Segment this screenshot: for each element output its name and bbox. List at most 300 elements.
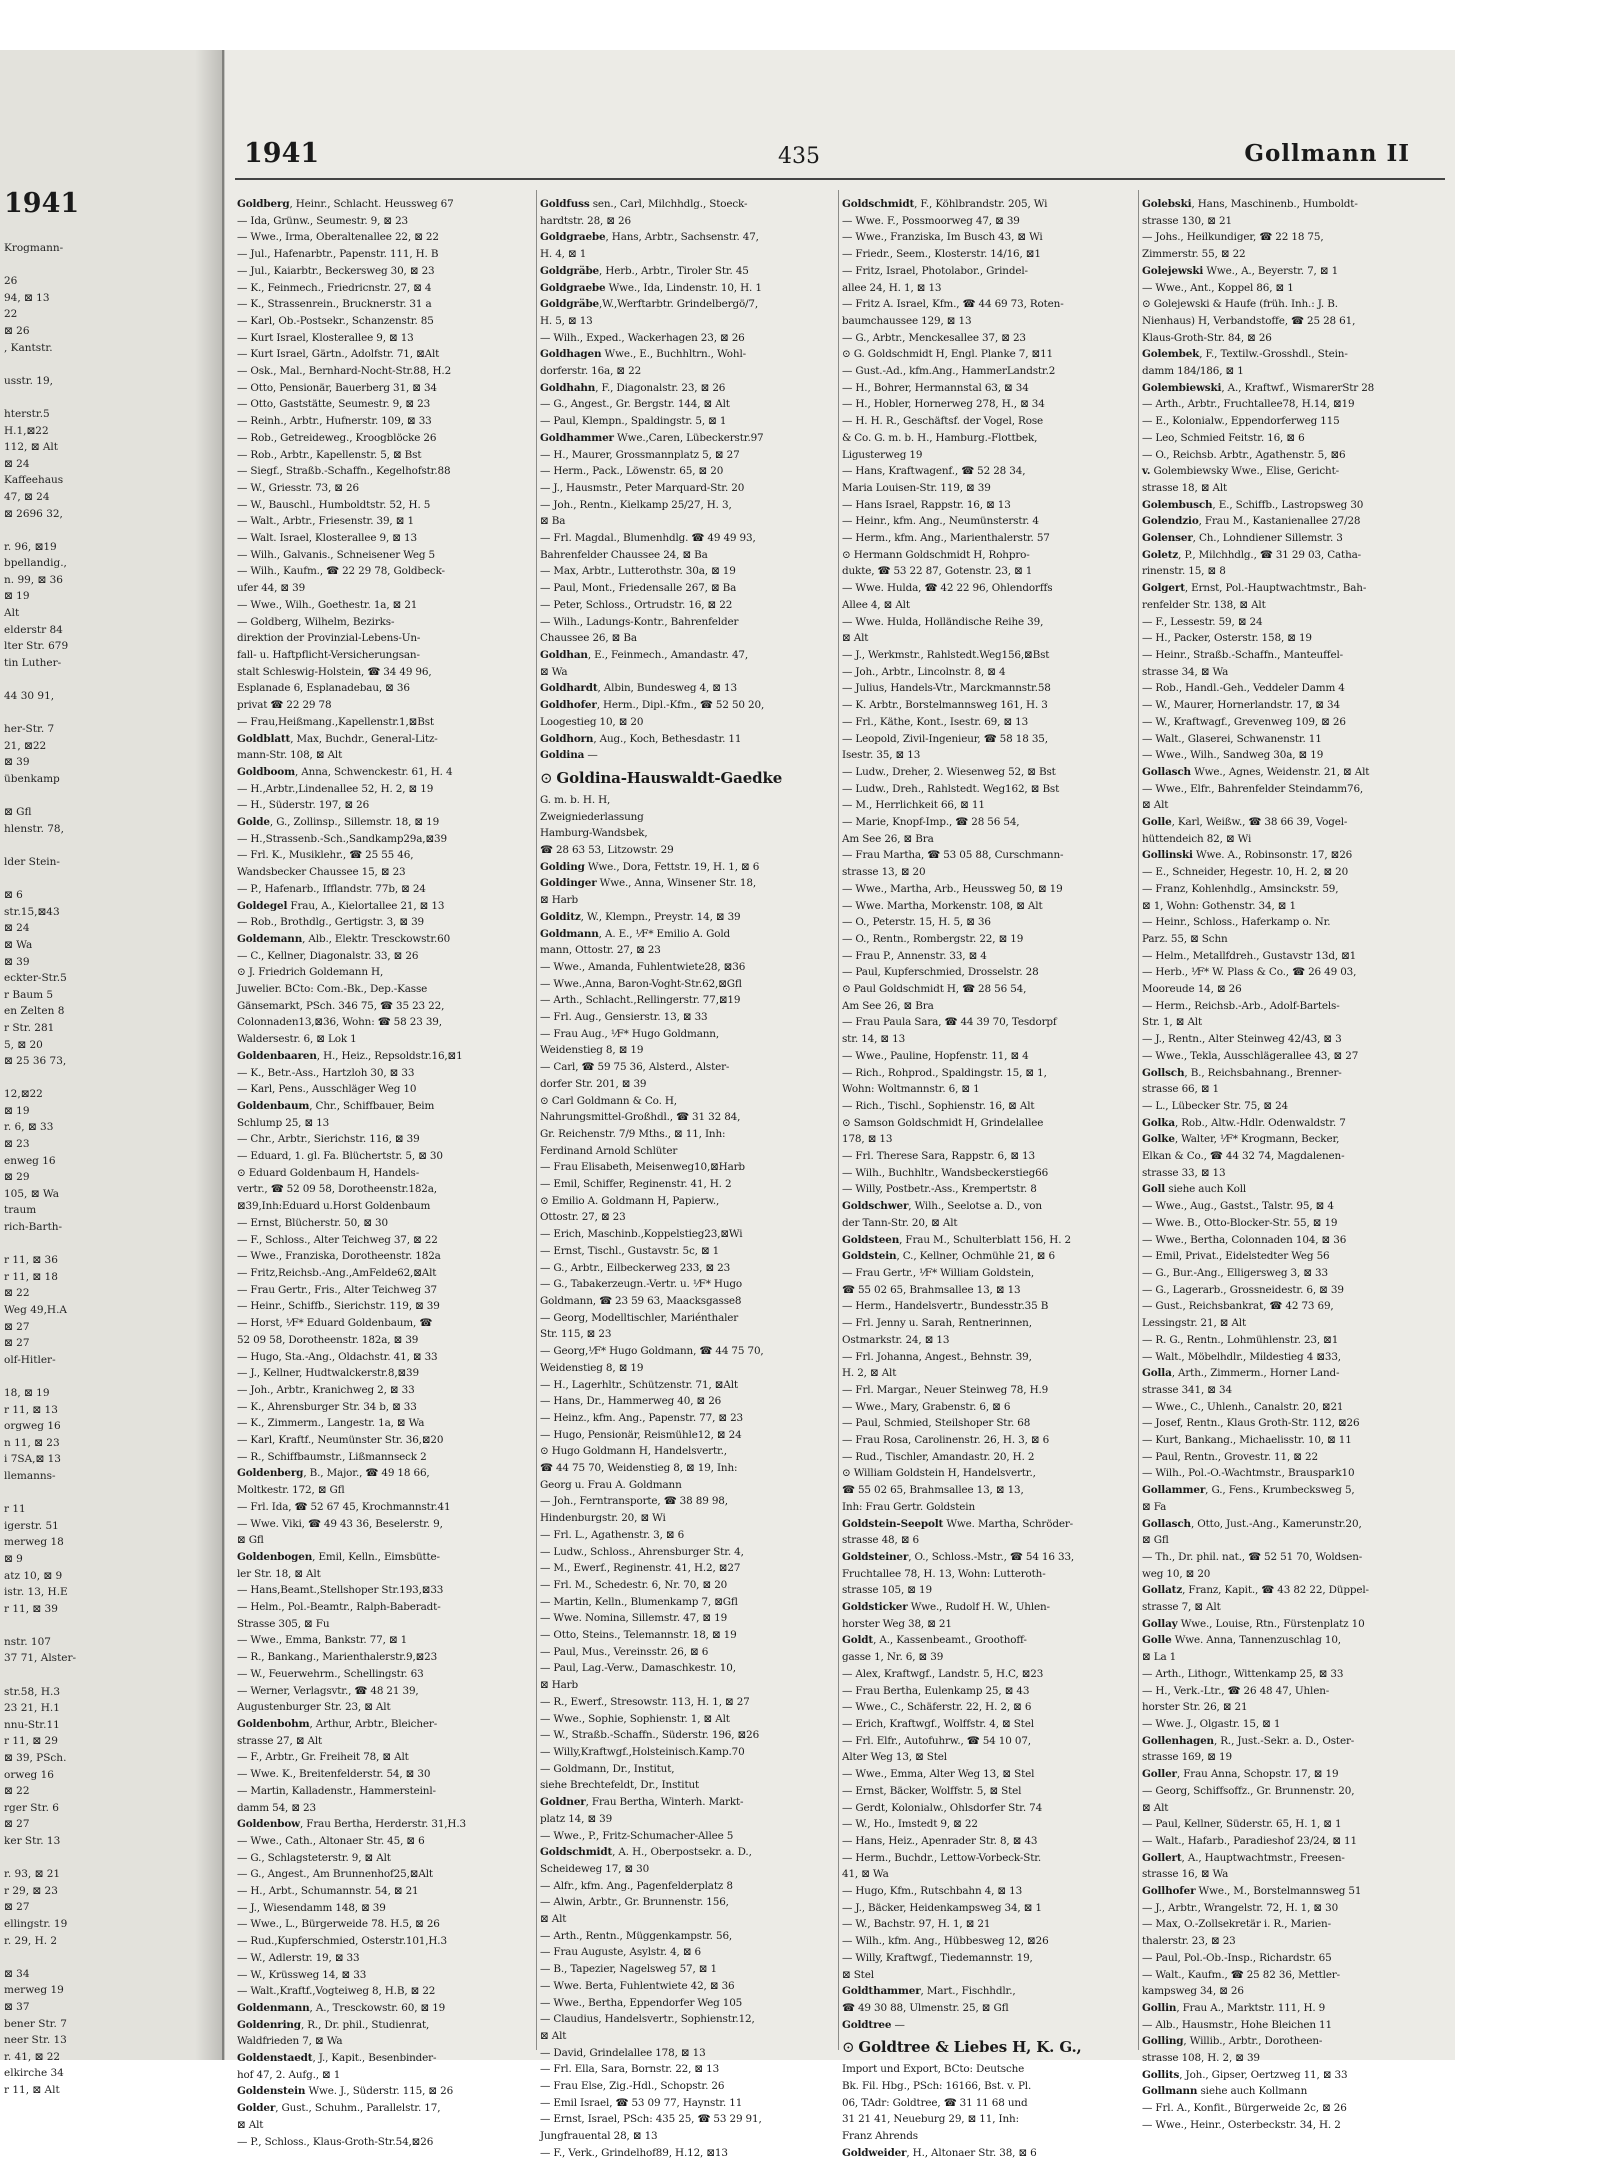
directory-entry: Goldstein-Seepolt Wwe. Martha, Schröder- bbox=[842, 1517, 1074, 1530]
directory-entry: 31 21 41, Neueburg 29, ⊠ 11, Inh: bbox=[842, 2113, 1019, 2126]
directory-entry: — K., Strassenrein., Brucknerstr. 31 a bbox=[237, 298, 432, 311]
directory-entry: Gollits, Joh., Gipser, Oertzweg 11, ⊠ 33 bbox=[1142, 2068, 1348, 2081]
directory-entry: strasse 18, ⊠ Alt bbox=[1142, 481, 1228, 494]
directory-entry: — Walt., Glaserei, Schwanenstr. 11 bbox=[1142, 732, 1322, 745]
directory-entry: Goldner, Frau Bertha, Winterh. Markt- bbox=[540, 1796, 744, 1809]
entry-surname: Golde bbox=[237, 816, 270, 829]
directory-entry: Hamburg-Wandsbek, bbox=[540, 827, 648, 840]
directory-entry: — Emil, Privat., Eidelstedter Weg 56 bbox=[1142, 1250, 1330, 1263]
directory-entry: — Wilh., Exped., Wackerhagen 23, ⊠ 26 bbox=[540, 331, 745, 344]
entry-surname: Golle bbox=[1142, 816, 1172, 829]
directory-entry: — R., Ewerf., Stresowstr. 113, H. 1, ⊠ 27 bbox=[540, 1695, 750, 1708]
directory-entry: — Wwe. K., Breitenfelderstr. 54, ⊠ 30 bbox=[237, 1768, 431, 1781]
directory-entry: — Arth., Rentn., Müggenkampstr. 56, bbox=[540, 1929, 733, 1942]
directory-entry: — Kurt Israel, Klosterallee 9, ⊠ 13 bbox=[237, 331, 414, 344]
directory-entry: — Erich, Kraftwgf., Wolffstr. 4, ⊠ Stel bbox=[842, 1717, 1034, 1730]
directory-entry: H. 5, ⊠ 13 bbox=[540, 314, 593, 327]
directory-entry: ufer 44, ⊠ 39 bbox=[237, 582, 306, 595]
directory-entry: — Paul, Pol.-Ob.-Insp., Richardstr. 65 bbox=[1142, 1951, 1332, 1964]
directory-entry: strasse 169, ⊠ 19 bbox=[1142, 1751, 1232, 1764]
directory-entry: — Frau Martha, ☎ 53 05 88, Curschmann- bbox=[842, 849, 1064, 862]
directory-entry: Bk. Fil. Hbg., PSch: 16166, Bst. v. Pl. bbox=[842, 2080, 1032, 2093]
entry-surname: Goldenberg bbox=[237, 1467, 304, 1480]
directory-entry: — Wwe. Hulda, Holländische Reihe 39, bbox=[842, 615, 1044, 628]
directory-entry: horster Weg 38, ⊠ 21 bbox=[842, 1617, 952, 1630]
circle-mark-icon: ⊙ bbox=[540, 768, 553, 787]
directory-entry: Golle, Karl, Weißw., ☎ 38 66 39, Vogel- bbox=[1142, 816, 1348, 829]
directory-entry: Goldgräbe, Herb., Arbtr., Tiroler Str. 45 bbox=[540, 264, 749, 277]
directory-entry: — Wwe. Martha, Morkenstr. 108, ⊠ Alt bbox=[842, 899, 1043, 912]
entry-surname: Goldhofer bbox=[540, 699, 597, 712]
directory-entry: Goldtree — bbox=[842, 2018, 905, 2031]
directory-entry: Bahrenfelder Chaussee 24, ⊠ Ba bbox=[540, 548, 708, 561]
entry-surname: Gollay bbox=[1142, 1617, 1178, 1630]
directory-entry: — Wwe., Franziska, Dorotheenstr. 182a bbox=[237, 1250, 441, 1263]
directory-entry: Georg u. Frau A. Goldmann bbox=[540, 1478, 682, 1491]
directory-entry: — Herm., Handelsvertr., Bundesstr.35 B bbox=[842, 1300, 1049, 1313]
directory-entry: — Rob., Arbtr., Kapellenstr. 5, ⊠ Bst bbox=[237, 448, 422, 461]
entry-surname: Goldgraebe bbox=[540, 231, 606, 244]
directory-entry: Alter Weg 13, ⊠ Stel bbox=[842, 1751, 947, 1764]
directory-entry: — K., Betr.-Ass., Hartzloh 30, ⊠ 33 bbox=[237, 1066, 415, 1079]
directory-entry: — Hans Israel, Rappstr. 16, ⊠ 13 bbox=[842, 498, 1011, 511]
directory-entry: Fruchtallee 78, H. 13, Wohn: Lutteroth- bbox=[842, 1567, 1046, 1580]
directory-entry: Moltkestr. 172, ⊠ Gfl bbox=[237, 1484, 345, 1497]
directory-entry: — Karl, Kraftf., Neumünster Str. 36,⊠20 bbox=[237, 1434, 444, 1447]
directory-entry: rinenstr. 15, ⊠ 8 bbox=[1142, 565, 1226, 578]
entry-surname: Goldschmidt bbox=[540, 1846, 613, 1859]
directory-entry: — Willy, Kraftwgf., Tiedemannstr. 19, bbox=[842, 1951, 1033, 1964]
directory-entry: Golditz, W., Klempn., Preystr. 14, ⊠ 39 bbox=[540, 910, 741, 923]
directory-entry: renfelder Str. 138, ⊠ Alt bbox=[1142, 598, 1266, 611]
directory-entry: Golebski, Hans, Maschinenb., Humboldt- bbox=[1142, 198, 1358, 210]
directory-entry: Golde, G., Zollinsp., Sillemstr. 18, ⊠ 19 bbox=[237, 816, 440, 829]
directory-entry: Gollsch, B., Reichsbahnang., Brenner- bbox=[1142, 1066, 1342, 1079]
directory-entry: — G., Schlagsteterstr. 9, ⊠ Alt bbox=[237, 1851, 391, 1864]
directory-entry: — Hugo, Pensionär, Reismühle12, ⊠ 24 bbox=[540, 1428, 742, 1441]
entry-surname: Goldemann bbox=[237, 932, 303, 945]
directory-entry: — Reinh., Arbtr., Hufnerstr. 109, ⊠ 33 bbox=[237, 415, 432, 428]
directory-entry: — David, Grindelallee 178, ⊠ 13 bbox=[540, 2046, 706, 2059]
directory-entry: Golembiewski, A., Kraftwf., WismarerStr 28 bbox=[1142, 381, 1375, 394]
directory-entry: allee 24, H. 1, ⊠ 13 bbox=[842, 281, 942, 294]
directory-entry: str. 14, ⊠ 13 bbox=[842, 1033, 906, 1046]
entry-surname: Goldboom bbox=[237, 765, 295, 778]
directory-entry: — Rich., Rohprod., Spaldingstr. 15, ⊠ 1, bbox=[842, 1066, 1047, 1079]
directory-entry: Goldweider, H., Altonaer Str. 38, ⊠ 6 bbox=[842, 2146, 1037, 2159]
directory-entry: Parz. 55, ⊠ Schn bbox=[1142, 932, 1228, 945]
directory-entry: Weidenstieg 8, ⊠ 19 bbox=[540, 1044, 644, 1057]
directory-entry: Goldegel Frau, A., Kielortallee 21, ⊠ 13 bbox=[237, 899, 445, 912]
directory-entry: — W., Maurer, Hornerlandstr. 17, ⊠ 34 bbox=[1142, 699, 1340, 712]
directory-entry: — Ernst, Blücherstr. 50, ⊠ 30 bbox=[237, 1216, 388, 1229]
directory-entry: — Hans, Dr., Hammerweg 40, ⊠ 26 bbox=[540, 1395, 722, 1408]
directory-entry: — Fritz A. Israel, Kfm., ☎ 44 69 73, Roten- bbox=[842, 298, 1064, 311]
directory-entry: — Ernst, Israel, PSch: 435 25, ☎ 53 29 91, bbox=[540, 2113, 762, 2126]
directory-entry: — Heinz., kfm. Ang., Papenstr. 77, ⊠ 23 bbox=[540, 1411, 744, 1424]
directory-entry: — Wwe., Martha, Arb., Heussweg 50, ⊠ 19 bbox=[842, 882, 1063, 895]
directory-entry: — Arth., Lithogr., Wittenkamp 25, ⊠ 33 bbox=[1142, 1667, 1344, 1680]
directory-entry: — Ludw., Dreher, 2. Wiesenweg 52, ⊠ Bst bbox=[842, 765, 1056, 778]
previous-page-gutter bbox=[0, 50, 224, 2096]
directory-entry: — Wilh., Pol.-O.-Wachtmstr., Brauspark10 bbox=[1142, 1467, 1355, 1480]
directory-entry: horster Str. 26, ⊠ 21 bbox=[1142, 1701, 1248, 1714]
directory-entry: — Wwe. J., Olgastr. 15, ⊠ 1 bbox=[1142, 1717, 1281, 1730]
directory-entry: Goldhardt, Albin, Bundesweg 4, ⊠ 13 bbox=[540, 682, 737, 695]
directory-entry: — O., Rentn., Rombergstr. 22, ⊠ 19 bbox=[842, 932, 1024, 945]
directory-entry: — J., Werkmstr., Rahlstedt.Weg156,⊠Bst bbox=[842, 648, 1050, 661]
advertisement-heading bbox=[842, 2035, 1142, 2059]
directory-entry: — W., Ho., Imstedt 9, ⊠ 22 bbox=[842, 1818, 978, 1831]
directory-entry: ⊠ Alt bbox=[1142, 799, 1169, 812]
directory-entry: — Carl, ☎ 59 75 36, Alsterd., Alster- bbox=[540, 1061, 730, 1074]
directory-entry: Golka, Rob., Altw.-Hdlr. Odenwaldstr. 7 bbox=[1142, 1116, 1346, 1129]
directory-entry: — Chr., Arbtr., Sierichstr. 116, ⊠ 39 bbox=[237, 1133, 420, 1146]
directory-entry: Golembusch, E., Schiffb., Lastropsweg 30 bbox=[1142, 498, 1364, 511]
directory-entry: — Walt., Hafarb., Paradieshof 23/24, ⊠ 11 bbox=[1142, 1834, 1357, 1847]
directory-entry: — Wwe., Elfr., Bahrenfelder Steindamm76, bbox=[1142, 782, 1364, 795]
directory-entry: Goldschwer, Wilh., Seelotse a. D., von bbox=[842, 1200, 1042, 1213]
directory-entry: Elkan & Co., ☎ 44 32 74, Magdalenen- bbox=[1142, 1150, 1345, 1163]
directory-entry: — Karl, Pens., Ausschläger Weg 10 bbox=[237, 1083, 417, 1096]
directory-entry: — B., Tapezier, Nagelsweg 57, ⊠ 1 bbox=[540, 1963, 717, 1976]
entry-surname: Goldenbaum bbox=[237, 1099, 310, 1112]
directory-entry: Weidenstieg 8, ⊠ 19 bbox=[540, 1361, 644, 1374]
directory-entry: — J., Arbtr., Wrangelstr. 72, H. 1, ⊠ 30 bbox=[1142, 1901, 1339, 1914]
directory-entry: Goldenbaum, Chr., Schiffbauer, Beim bbox=[237, 1099, 435, 1112]
directory-entry: — Joh., Arbtr., Lincolnstr. 8, ⊠ 4 bbox=[842, 665, 1006, 678]
entry-surname: Golding bbox=[540, 860, 585, 873]
entry-surname: Gollenhagen bbox=[1142, 1734, 1214, 1747]
directory-entry: — R., Bankang., Marienthalerstr.9,⊠23 bbox=[237, 1651, 438, 1664]
header-year: 1941 bbox=[244, 138, 320, 169]
directory-entry: ⊠ Fa bbox=[1142, 1500, 1167, 1513]
directory-entry: Chaussee 26, ⊠ Ba bbox=[540, 632, 637, 645]
directory-entry: — Wwe. Hulda, ☎ 42 22 96, Ohlendorffs bbox=[842, 582, 1053, 595]
directory-entry: der Tann-Str. 20, ⊠ Alt bbox=[842, 1216, 958, 1229]
directory-entry: — H., Lagerhltr., Schützenstr. 71, ⊠Alt bbox=[540, 1378, 738, 1391]
directory-entry: — M., Ewerf., Reginenstr. 41, H.2, ⊠27 bbox=[540, 1562, 741, 1575]
directory-entry: Goldenberg, B., Major., ☎ 49 18 66, bbox=[237, 1467, 430, 1480]
directory-entry: — Wwe., C., Uhlenh., Canalstr. 20, ⊠21 bbox=[1142, 1400, 1344, 1413]
directory-entry: Mooreude 14, ⊠ 26 bbox=[1142, 983, 1242, 996]
directory-entry: — Wwe. Viki, ☎ 49 43 36, Beselerstr. 9, bbox=[237, 1517, 443, 1530]
directory-entry: — Otto, Gaststätte, Seumestr. 9, ⊠ 23 bbox=[237, 398, 431, 411]
directory-entry: ⊙ Eduard Goldenbaum H, Handels- bbox=[237, 1166, 420, 1179]
directory-entry: — Rob., Getreideweg., Kroogblöcke 26 bbox=[237, 431, 437, 444]
directory-entry: — Ernst, Bäcker, Wolffstr. 5, ⊠ Stel bbox=[842, 1784, 1022, 1797]
directory-entry: — Rob., Handl.-Geh., Veddeler Damm 4 bbox=[1142, 682, 1345, 695]
directory-entry: — Frl. Aug., Gensierstr. 13, ⊠ 33 bbox=[540, 1011, 708, 1024]
directory-entry: — Wwe., Wilh., Goethestr. 1a, ⊠ 21 bbox=[237, 598, 418, 611]
directory-entry: — H., Bohrer, Hermannstal 63, ⊠ 34 bbox=[842, 381, 1029, 394]
directory-entry: — Heinr., kfm. Ang., Neumünsterstr. 4 bbox=[842, 515, 1039, 528]
directory-entry: — Emil, Schiffer, Reginenstr. 41, H. 2 bbox=[540, 1178, 732, 1191]
directory-entry: — G., Angest., Am Brunnenhof25,⊠Alt bbox=[237, 1868, 433, 1881]
directory-entry: 41, ⊠ Wa bbox=[842, 1868, 889, 1881]
directory-entry: Golding Wwe., Dora, Fettstr. 19, H. 1, ⊠ 6 bbox=[540, 860, 760, 873]
directory-entry: — Willy, Postbetr.-Ass., Krempertstr. 8 bbox=[842, 1183, 1037, 1196]
entry-surname: Goldhahn bbox=[540, 381, 596, 394]
directory-entry: — Wwe., Emma, Alter Weg 13, ⊠ Stel bbox=[842, 1768, 1035, 1781]
directory-entry: Import und Export, BCto: Deutsche bbox=[842, 2063, 1025, 2076]
directory-entry: Waldersestr. 6, ⊠ Lok 1 bbox=[237, 1033, 357, 1046]
directory-entry: v. Golembiewsky Wwe., Elise, Gericht- bbox=[1142, 465, 1339, 478]
directory-entry: — Hans, Kraftwagenf., ☎ 52 28 34, bbox=[842, 465, 1026, 478]
directory-entry: — Arth., Arbtr., Fruchtallee78, H.14, ⊠19 bbox=[1142, 398, 1355, 411]
directory-entry: 06, TAdr: Goldtree, ☎ 31 11 68 und bbox=[842, 2096, 1028, 2109]
entry-surname: Goldschmidt bbox=[842, 198, 915, 210]
directory-entry: — Leo, Schmied Feitstr. 16, ⊠ 6 bbox=[1142, 431, 1305, 444]
directory-entry: Gollhofer Wwe., M., Borstelmannsweg 51 bbox=[1142, 1885, 1362, 1898]
directory-entry: Am See 26, ⊠ Bra bbox=[842, 832, 934, 845]
directory-entry: Gollammer, G., Fens., Krumbecksweg 5, bbox=[1142, 1484, 1355, 1497]
directory-entry: — Ida, Grünw., Seumestr. 9, ⊠ 23 bbox=[237, 214, 409, 227]
directory-entry: Augustenburger Str. 23, ⊠ Alt bbox=[237, 1701, 391, 1714]
directory-entry: Nahrungsmittel-Großhdl., ☎ 31 32 84, bbox=[540, 1111, 741, 1124]
directory-entry: Goll siehe auch Koll bbox=[1142, 1183, 1247, 1196]
directory-entry: — Rich., Tischl., Sophienstr. 16, ⊠ Alt bbox=[842, 1099, 1035, 1112]
directory-entry: strasse 27, ⊠ Alt bbox=[237, 1734, 323, 1747]
entry-surname: Goldina bbox=[540, 749, 585, 762]
directory-entry: ⊙ Samson Goldschmidt H, Grindelallee bbox=[842, 1116, 1044, 1129]
directory-entry: siehe Brechtefeldt, Dr., Institut bbox=[540, 1779, 700, 1792]
directory-entry: — Kurt Israel, Gärtn., Adolfstr. 71, ⊠Alt bbox=[237, 348, 440, 361]
directory-entry: — Wwe. Berta, Fuhlentwiete 42, ⊠ 36 bbox=[540, 1979, 735, 1992]
directory-entry: — Goldberg, Wilhelm, Bezirks- bbox=[237, 615, 395, 628]
directory-entry: — Willy,Kraftwgf.,Holsteinisch.Kamp.70 bbox=[540, 1745, 745, 1758]
directory-entry: — Paul, Lag.-Verw., Damaschkestr. 10, bbox=[540, 1662, 736, 1675]
directory-entry: Zweigniederlassung bbox=[540, 810, 644, 823]
entry-surname: Goldstein bbox=[842, 1250, 897, 1263]
directory-entry: strasse 48, ⊠ 6 bbox=[842, 1534, 919, 1547]
directory-entry: — W., Adlerstr. 19, ⊠ 33 bbox=[237, 1951, 360, 1964]
directory-entry: — Wilh., kfm. Ang., Hübbesweg 12, ⊠26 bbox=[842, 1935, 1049, 1948]
directory-entry: Goldhorn, Aug., Koch, Bethesdastr. 11 bbox=[540, 732, 742, 745]
directory-entry: — Ludw., Schloss., Ahrensburger Str. 4, bbox=[540, 1545, 744, 1558]
directory-entry: Goller, Frau Anna, Schopstr. 17, ⊠ 19 bbox=[1142, 1768, 1339, 1781]
directory-entry: ⊠ Alt bbox=[842, 632, 869, 645]
directory-entry: ⊠ La 1 bbox=[1142, 1651, 1177, 1664]
directory-entry: — J., Wiesendamm 148, ⊠ 39 bbox=[237, 1901, 386, 1914]
directory-entry: hardtstr. 28, ⊠ 26 bbox=[540, 214, 631, 227]
directory-entry: Goldenbow, Frau Bertha, Herderstr. 31,H.3 bbox=[237, 1818, 466, 1831]
directory-entry: — Walt., Kaufm., ☎ 25 82 36, Mettler- bbox=[1142, 1968, 1340, 1981]
directory-entry: Goldberg, Heinr., Schlacht. Heussweg 67 bbox=[237, 198, 454, 210]
directory-entry: — G., Bur.-Ang., Elligersweg 3, ⊠ 33 bbox=[1142, 1267, 1328, 1279]
directory-entry: — J., Bäcker, Heidenkampsweg 34, ⊠ 1 bbox=[842, 1901, 1042, 1914]
directory-entry: — Wwe., Bertha, Colonnaden 104, ⊠ 36 bbox=[1142, 1233, 1347, 1246]
directory-entry: — Wwe., Bertha, Eppendorfer Weg 105 bbox=[540, 1996, 743, 2009]
directory-entry: Waldfrieden 7, ⊠ Wa bbox=[237, 2035, 343, 2048]
directory-entry: Ferdinand Arnold Schlüter bbox=[540, 1144, 678, 1157]
directory-entry: — H., Verk.-Ltr., ☎ 26 48 47, Uhlen- bbox=[1142, 1684, 1330, 1697]
directory-entry: damm 184/186, ⊠ 1 bbox=[1142, 365, 1244, 378]
directory-column-1 bbox=[237, 196, 537, 2148]
directory-entry: — Herb., ⅟F* W. Plass & Co., ☎ 26 49 03, bbox=[1142, 966, 1357, 979]
directory-entry: — W., Feuerwehrm., Schellingstr. 63 bbox=[237, 1667, 424, 1680]
directory-entry: — Georg,⅟F* Hugo Goldmann, ☎ 44 75 70, bbox=[540, 1345, 764, 1358]
directory-entry: & Co. G. m. b. H., Hamburg.-Flottbek, bbox=[842, 431, 1038, 444]
directory-entry: ⊙ Carl Goldmann & Co. H, bbox=[540, 1094, 677, 1107]
directory-entry: — Martin, Kalladenstr., Hammersteinl- bbox=[237, 1784, 436, 1797]
directory-entry: — Frau Aug., ⅟F* Hugo Goldmann, bbox=[540, 1027, 720, 1040]
directory-entry: ⊙ Golejewski & Haufe (früh. Inh.: J. B. bbox=[1142, 298, 1338, 311]
directory-entry: — Wwe., Amanda, Fuhlentwiete28, ⊠36 bbox=[540, 960, 746, 973]
directory-entry: — Alb., Hausmstr., Hohe Bleichen 11 bbox=[1142, 2018, 1332, 2031]
entry-surname: Golling bbox=[1142, 2035, 1184, 2048]
directory-entry: Goldenbohm, Arthur, Arbtr., Bleicher- bbox=[237, 1717, 438, 1730]
directory-entry: — Wilh., Ladungs-Kontr., Bahrenfelder bbox=[540, 615, 739, 628]
directory-entry: — Frl. L., Agathenstr. 3, ⊠ 6 bbox=[540, 1528, 685, 1541]
directory-entry: — Gust.-Ad., kfm.Ang., HammerLandstr.2 bbox=[842, 365, 1056, 378]
directory-entry: Gollasch Wwe., Agnes, Weidenstr. 21, ⊠ Alt bbox=[1142, 765, 1370, 778]
directory-entry: — Wwe., Ant., Koppel 86, ⊠ 1 bbox=[1142, 281, 1294, 294]
directory-entry: — Frl. Johanna, Angest., Behnstr. 39, bbox=[842, 1350, 1032, 1363]
directory-entry: — Werner, Verlagsvtr., ☎ 48 21 39, bbox=[237, 1684, 419, 1697]
entry-surname: Goldt bbox=[842, 1634, 874, 1647]
directory-entry: — Frl. Margar., Neuer Steinweg 78, H.9 bbox=[842, 1383, 1049, 1396]
entry-surname: Goldenstein bbox=[237, 2085, 306, 2098]
advertisement-heading bbox=[540, 766, 840, 790]
entry-surname: Golendzio bbox=[1142, 515, 1199, 528]
entry-surname: Goldmann bbox=[540, 927, 599, 940]
directory-entry: strasse 16, ⊠ Wa bbox=[1142, 1868, 1229, 1881]
entry-surname: Golebski bbox=[1142, 198, 1192, 210]
directory-entry: strasse 34, ⊠ Wa bbox=[1142, 665, 1229, 678]
directory-entry: — Frl. K., Musiklehr., ☎ 25 55 46, bbox=[237, 849, 414, 862]
directory-entry: Golling, Willib., Arbtr., Dorotheen- bbox=[1142, 2035, 1323, 2048]
directory-entry: — Wwe., Tekla, Ausschlägerallee 43, ⊠ 27 bbox=[1142, 1049, 1359, 1062]
directory-entry: mann-Str. 108, ⊠ Alt bbox=[237, 749, 343, 762]
directory-entry: — Frau Rosa, Carolinenstr. 26, H. 3, ⊠ 6 bbox=[842, 1434, 1050, 1447]
directory-entry: — Wwe., Sophie, Sophienstr. 1, ⊠ Alt bbox=[540, 1712, 730, 1725]
directory-entry: — E., Kolonialw., Eppendorferweg 115 bbox=[1142, 415, 1340, 428]
directory-entry: — H.,Arbtr.,Lindenallee 52, H. 2, ⊠ 19 bbox=[237, 782, 434, 795]
directory-entry: — Wwe., Irma, Oberaltenallee 22, ⊠ 22 bbox=[237, 231, 439, 244]
entry-surname: Gollert bbox=[1142, 1851, 1182, 1864]
directory-entry: Goldgräbe,W.,Werftarbtr. Grindelbergö/7, bbox=[540, 298, 759, 311]
directory-entry: — Claudius, Handelsvertr., Sophienstr.12, bbox=[540, 2013, 755, 2026]
directory-entry: — Wwe. Nomina, Sillemstr. 47, ⊠ 19 bbox=[540, 1612, 728, 1625]
directory-entry: Nienhaus) H, Verbandstoffe, ☎ 25 28 61, bbox=[1142, 314, 1356, 327]
directory-entry: — W., Bachstr. 97, H. 1, ⊠ 21 bbox=[842, 1918, 991, 1931]
directory-entry: Goldsticker Wwe., Rudolf H. W., Uhlen- bbox=[842, 1601, 1050, 1614]
directory-entry: — H., Arbt., Schumannstr. 54, ⊠ 21 bbox=[237, 1885, 419, 1898]
directory-entry: Maria Louisen-Str. 119, ⊠ 39 bbox=[842, 481, 991, 494]
directory-entry: Gollmann siehe auch Kollmann bbox=[1142, 2085, 1308, 2098]
directory-entry: kampsweg 34, ⊠ 26 bbox=[1142, 1985, 1244, 1998]
directory-entry: Goldenstaedt, J., Kapit., Besenbinder- bbox=[237, 2052, 437, 2065]
directory-entry: — Walt., Arbtr., Friesenstr. 39, ⊠ 1 bbox=[237, 515, 414, 528]
entry-surname: Goldgraebe bbox=[540, 281, 606, 294]
directory-entry: — Wwe., Cath., Altonaer Str. 45, ⊠ 6 bbox=[237, 1834, 425, 1847]
advertisement-title: Goldina-Hauswaldt-Gaedke bbox=[556, 768, 783, 787]
directory-entry: Am See 26, ⊠ Bra bbox=[842, 999, 934, 1012]
directory-entry: — Arth., Schlacht.,Rellingerstr. 77,⊠19 bbox=[540, 994, 741, 1007]
directory-entry: 178, ⊠ 13 bbox=[842, 1133, 893, 1146]
directory-entry: ler Str. 18, ⊠ Alt bbox=[237, 1567, 321, 1580]
directory-entry: — Hans,Beamt.,Stellshoper Str.193,⊠33 bbox=[237, 1584, 444, 1597]
directory-entry: ☎ 44 75 70, Weidenstieg 8, ⊠ 19, Inh: bbox=[540, 1462, 738, 1475]
directory-entry: Goldgraebe Wwe., Ida, Lindenstr. 10, H. 1 bbox=[540, 281, 762, 294]
directory-entry: — H. H. R., Geschäftsf. der Vogel, Rose bbox=[842, 415, 1043, 428]
directory-entry: ⊠ Gfl bbox=[237, 1534, 264, 1547]
directory-entry: — M., Herrlichkeit 66, ⊠ 11 bbox=[842, 799, 985, 812]
entry-surname: Goldenmann bbox=[237, 2001, 310, 2014]
entry-surname: Goldschwer bbox=[842, 1200, 909, 1213]
directory-entry: Goldt, A., Kassenbeamt., Groothoff- bbox=[842, 1634, 1027, 1647]
directory-entry: — Rud.,Kupferschmied, Osterstr.101,H.3 bbox=[237, 1935, 447, 1948]
entry-surname: Golder bbox=[237, 2102, 276, 2115]
directory-entry: — Frl. Therese Sara, Rappstr. 6, ⊠ 13 bbox=[842, 1150, 1035, 1163]
entry-surname: Golembek bbox=[1142, 348, 1200, 361]
directory-entry: Golembek, F., Textilw.-Grosshdl., Stein- bbox=[1142, 348, 1348, 361]
directory-entry: Golder, Gust., Schuhm., Parallelstr. 17, bbox=[237, 2102, 441, 2115]
directory-entry: — Fritz,Reichsb.-Ang.,AmFelde62,⊠Alt bbox=[237, 1267, 437, 1279]
directory-entry: Ottostr. 27, ⊠ 23 bbox=[540, 1211, 626, 1224]
directory-entry: thalerstr. 23, ⊠ 23 bbox=[1142, 1935, 1236, 1948]
directory-entry: ⊙ Emilio A. Goldmann H, Papierw., bbox=[540, 1194, 720, 1207]
directory-entry: ☎ 55 02 65, Brahmsallee 13, ⊠ 13, bbox=[842, 1484, 1024, 1497]
directory-entry: — Frau,Heißmang.,Kapellenstr.1,⊠Bst bbox=[237, 715, 434, 728]
entry-surname: v. bbox=[1142, 465, 1151, 478]
directory-entry: — J., Kellner, Hudtwalckerstr.8,⊠39 bbox=[237, 1367, 419, 1380]
directory-entry: — G., Arbtr., Menckesallee 37, ⊠ 23 bbox=[842, 331, 1026, 344]
gutter-text-fragments: Krogmann- 26 94, ⊠ 13 22 ⊠ 26 , Kantstr. usstr. 19, hterstr.5 H.1,⊠22 112, ⊠ Alt ⊠ 24 Kaffeehaus 47, ⊠ 24 ⊠ 2696 32, r. 96, ⊠19 bpellandig., n. 99, ⊠ 36 ⊠ 19 Alt elderstr 84 lter Str. 679 tin Luther- 44 30 91, her-Str. 7 21, ⊠22 ⊠ 39 übenkamp ⊠ Gfl hlenstr. 78, lder Stein- ⊠ 6 str.15,⊠43 ⊠ 24 ⊠ Wa ⊠ 39 eckter-Str.5 r Baum 5 en Zelten 8 r Str. 281 5, ⊠ 20 ⊠ 25 36 73, 12,⊠22 ⊠ 19 r. 6, ⊠ 33 ⊠ 23 enweg 16 ⊠ 29 105, ⊠ Wa traum rich-Barth- r 11, ⊠ 36 r 11, ⊠ 18 ⊠ 22 Weg 49,H.A ⊠ 27 ⊠ 27 olf-Hitler- 18, ⊠ 19 r 11, ⊠ 13 orgweg 16 n 11, ⊠ 23 i 7SA,⊠ 13 llemanns- r 11 igerstr. 51 merweg 18 ⊠ 9 atz 10, ⊠ 9 istr. 13, H.E r 11, ⊠ 39 nstr. 107 37 71, Alster- str.58, H.3 23 21, H.1 nnu-Str.11 r 11, ⊠ 29 ⊠ 39, PSch. orweg 16 ⊠ 22 rger Str. 6 ⊠ 27 ker Str. 13 r. 93, ⊠ 21 r 29, ⊠ 23 ⊠ 27 ellingstr. 19 r. 29, H. 2 ⊠ 34 merweg 19 ⊠ 37 bener Str. 7 neer Str. 13 r. 41, ⊠ 22 elkirche 34 r 11, ⊠ Alt bbox=[4, 242, 77, 2096]
directory-entry: Goldenstein Wwe. J., Süderstr. 115, ⊠ 26 bbox=[237, 2085, 454, 2098]
directory-entry: strasse 33, ⊠ 13 bbox=[1142, 1166, 1226, 1179]
directory-entry: — Frl. Ella, Sara, Bornstr. 22, ⊠ 13 bbox=[540, 2063, 720, 2076]
directory-entry: — Martin, Kelln., Blumenkamp 7, ⊠Gfl bbox=[540, 1595, 738, 1608]
directory-entry: — Frau P., Annenstr. 33, ⊠ 4 bbox=[842, 949, 987, 962]
entry-surname: Goldstein-Seepolt bbox=[842, 1517, 944, 1530]
directory-column-2 bbox=[540, 196, 840, 2159]
directory-entry: — Alwin, Arbtr., Gr. Brunnenstr. 156, bbox=[540, 1896, 729, 1909]
directory-entry: — Julius, Handels-Vtr., Marckmannstr.58 bbox=[842, 682, 1051, 695]
header-rule bbox=[235, 178, 1445, 180]
entry-surname: Goldhardt bbox=[540, 682, 598, 695]
entry-surname: Goldinger bbox=[540, 877, 597, 890]
directory-entry: — Wwe.,Anna, Baron-Voght-Str.62,⊠Gfl bbox=[540, 977, 742, 990]
directory-entry: Goldfuss sen., Carl, Milchhdlg., Stoeck- bbox=[540, 198, 748, 210]
directory-entry: — W., Kraftwagf., Grevenweg 109, ⊠ 26 bbox=[1142, 715, 1346, 728]
directory-entry: weg 10, ⊠ 20 bbox=[1142, 1567, 1211, 1580]
directory-entry: Goldsteiner, O., Schloss.-Mstr., ☎ 54 16 33, bbox=[842, 1550, 1075, 1563]
directory-entry: — J., Rentn., Alter Steinweg 42/43, ⊠ 3 bbox=[1142, 1033, 1342, 1046]
directory-entry: baumchaussee 129, ⊠ 13 bbox=[842, 314, 972, 327]
directory-entry: Franz Ahrends bbox=[842, 2130, 918, 2143]
directory-entry: — Gust., Reichsbankrat, ☎ 42 73 69, bbox=[1142, 1300, 1334, 1313]
directory-entry: — E., Schneider, Hegestr. 10, H. 2, ⊠ 20 bbox=[1142, 866, 1349, 879]
directory-entry: — Hans, Heiz., Apenrader Str. 8, ⊠ 43 bbox=[842, 1834, 1038, 1847]
directory-entry: — Wwe., C., Schäferstr. 22, H. 2, ⊠ 6 bbox=[842, 1701, 1032, 1714]
directory-entry: Ligusterweg 19 bbox=[842, 448, 923, 461]
entry-surname: Gollsch bbox=[1142, 1066, 1185, 1079]
entry-surname: Golenser bbox=[1142, 532, 1193, 545]
directory-entry: ⊠ Stel bbox=[842, 1968, 874, 1981]
directory-entry: — Karl, Ob.-Postsekr., Schanzenstr. 85 bbox=[237, 314, 434, 327]
directory-entry: — Wwe., Franziska, Im Busch 43, ⊠ Wi bbox=[842, 231, 1043, 244]
directory-entry: Goldemann, Alb., Elektr. Tresckowstr.60 bbox=[237, 932, 451, 945]
directory-entry: — W., Krüssweg 14, ⊠ 33 bbox=[237, 1968, 367, 1981]
entry-surname: Gollhofer bbox=[1142, 1885, 1196, 1898]
directory-entry: — Wwe. B., Otto-Blocker-Str. 55, ⊠ 19 bbox=[1142, 1216, 1338, 1229]
directory-entry: Gollenhagen, R., Just.-Sekr. a. D., Oster- bbox=[1142, 1734, 1355, 1747]
directory-entry: — Max, O.-Zollsekretär i. R., Marien- bbox=[1142, 1918, 1331, 1931]
directory-entry: Gr. Reichenstr. 7/9 Mths., ⊠ 11, Inh: bbox=[540, 1127, 726, 1140]
entry-surname: Goldthammer bbox=[842, 1985, 921, 1998]
